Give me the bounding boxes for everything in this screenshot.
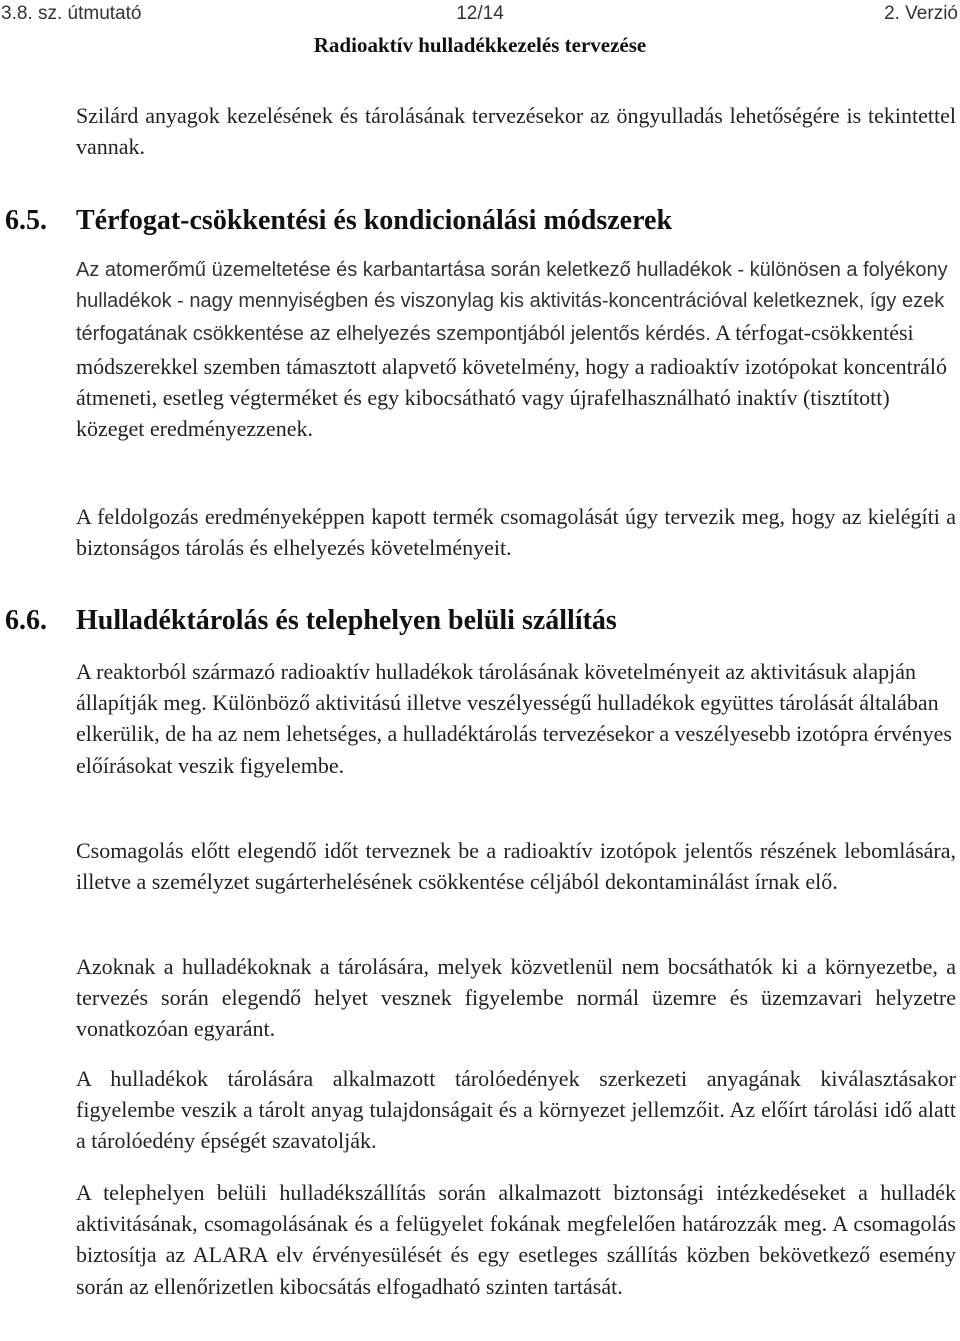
paragraph-text: A feldolgozás eredményeképpen kapott termék csomagolását úgy tervezik meg, hogy az kielégíti a biztonságos tárolás és elhelyezés követelményeit. (76, 504, 956, 561)
section-6-6-paragraph-2 (76, 835, 956, 897)
intro-paragraph (76, 100, 956, 162)
section-number: 6.5. (5, 205, 47, 236)
section-6-6-paragraph-5 (76, 1177, 956, 1302)
header-version: 2. Verzió (884, 3, 958, 24)
section-title: Térfogat-csökkentési és kondicionálási módszerek (76, 205, 673, 236)
document-subtitle: Radioaktív hulladékkezelés tervezése (313, 33, 647, 57)
paragraph-text: A telephelyen belüli hulladékszállítás során alkalmazott biztonsági intézkedéseket a hulladék aktivitásának, csomagolásának és a felügyelet fokának megfelelően határozzák meg. A csomagolás biztosítja az ALARA elv érvényesülését és egy esetleges szállítás közben bekövetkező esemény során az ellenőrizetlen kibocsátás elfogadható szinten tartását. (76, 1180, 956, 1299)
section-heading-6-5 (5, 204, 672, 238)
section-number: 6.6. (5, 605, 47, 636)
paragraph-part-a: A reaktorból származó radioaktív hulladékok tárolásának követelményeit az aktivitásuk alapján állapítják meg. (76, 659, 916, 716)
paragraph-text: Csomagolás előtt elegendő időt terveznek be a radioaktív izotópok jelentős részének lebomlására, illetve a személyzet sugárterhelésének csökkentése céljából dekontaminálást írnak elő. (76, 838, 956, 895)
section-6-6-paragraph-4 (76, 1063, 956, 1157)
section-title: Hulladéktárolás és telephelyen belüli szállítás (76, 605, 617, 636)
header-guide-id: 3.8. sz. útmutató (1, 3, 142, 24)
paragraph-text: Azoknak a hulladékoknak a tárolására, melyek közvetlenül nem bocsáthatók ki a környezetbe, a tervezés során elegendő helyet vesznek figyelembe normál üzemre és üzemzavari helyzetre vonatkozóan egyaránt. (76, 954, 956, 1042)
paragraph-part-a: Az atomerőmű üzemeltetése és karbantartása során keletkező hulladékok - különösen a folyékony hulladékok - nagy mennyiségben és viszonylag kis aktivitás-koncentrációval keletkeznek, így ezek térfogatának csökkentése az elhelyezés szempontjából jelentős kérdés. (76, 259, 948, 346)
section-heading-6-6 (5, 604, 617, 638)
paragraph-part-b: A térfogat-csökkentési módszerekkel szemben támasztott alapvető követelmény, hogy a radioaktív izotópokat koncentráló átmeneti, esetleg végterméket és egy kibocsátható vagy újrafelhasználható inaktív (tisztított) közeget eredményezzenek. (76, 320, 947, 442)
header-page-number: 12/14 (456, 3, 504, 24)
paragraph-text: A hulladékok tárolására alkalmazott tárolóedények szerkezeti anyagának kiválasztásakor figyelembe veszik a tárolt anyag tulajdonságait és a környezet jellemzőit. Az előírt tárolási idő alatt a tárolóedény épségét szavatolják. (76, 1066, 956, 1154)
intro-text: Szilárd anyagok kezelésének és tárolásának tervezésekor az öngyulladás lehetőségére is tekintettel vannak. (76, 103, 956, 160)
section-6-5-paragraph-2 (76, 501, 956, 563)
section-6-5-paragraph-1 (76, 255, 956, 444)
paragraph-part-b: Különböző aktivitású illetve veszélyességű hulladékok együttes tárolását általában elkerülik, de ha az nem lehetséges, a hulladéktárolás tervezésekor a veszélyesebb izotópra érvényes előírásokat veszik figyelembe. (76, 690, 952, 778)
section-6-6-paragraph-3 (76, 951, 956, 1045)
section-6-6-paragraph-1 (76, 656, 956, 781)
